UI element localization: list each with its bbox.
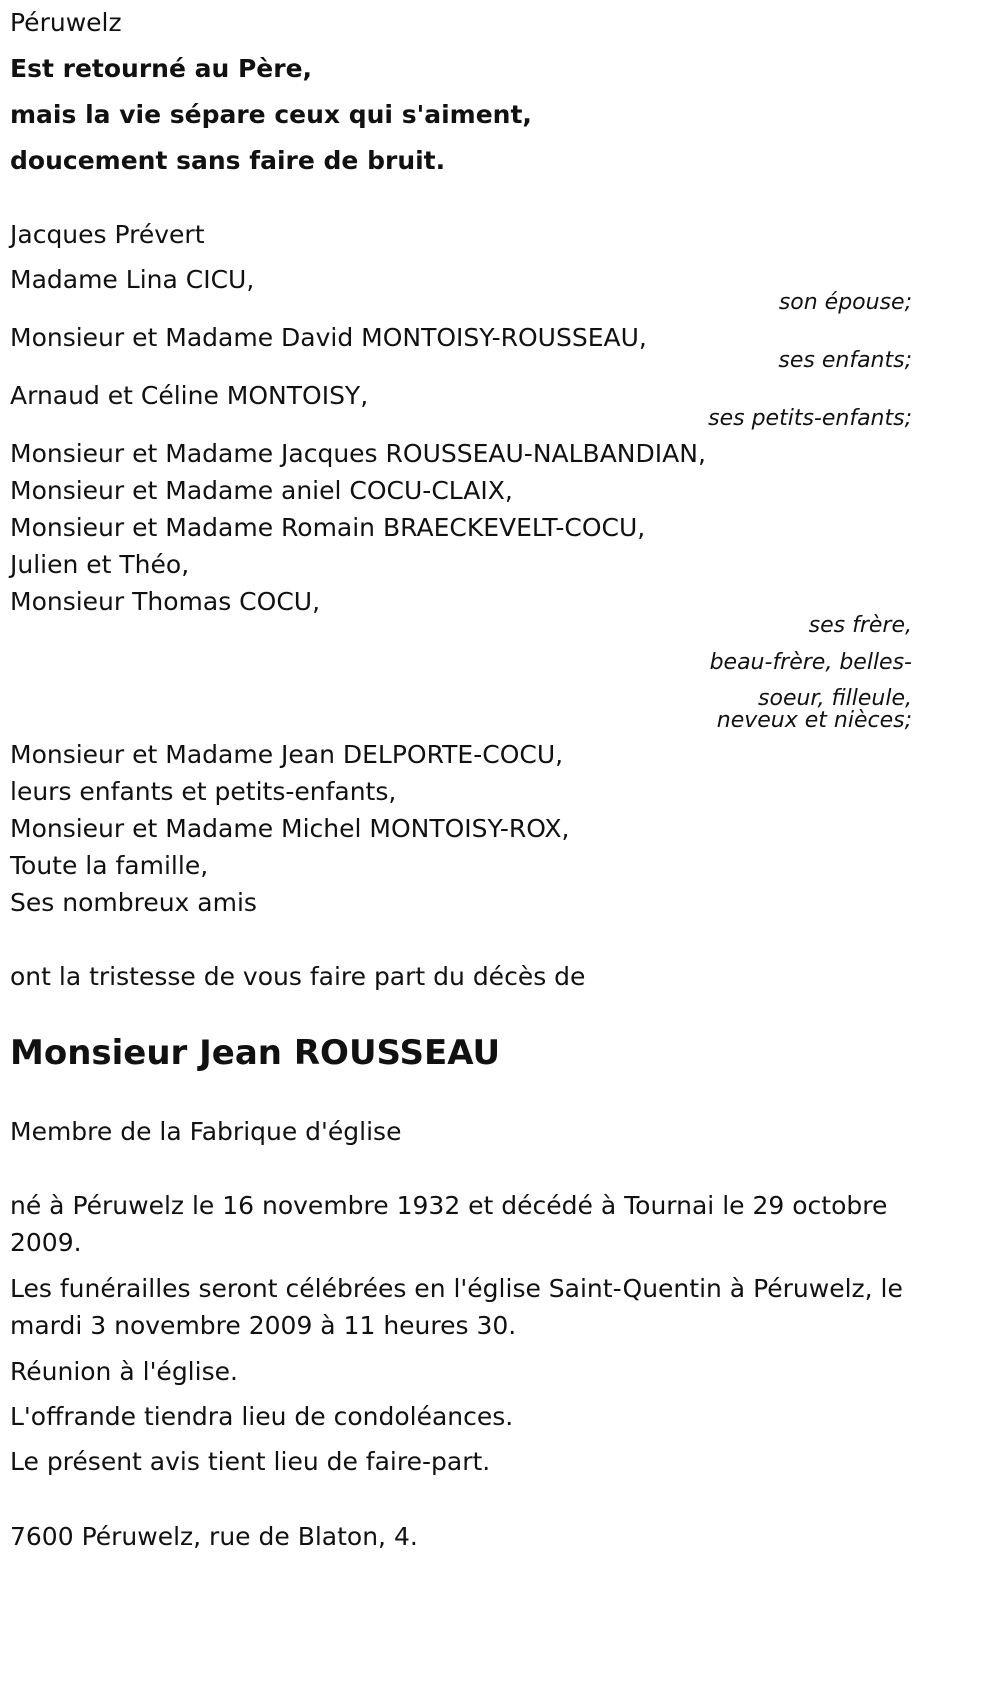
family-line: leurs enfants et petits-enfants, — [10, 777, 397, 806]
poem-line-3: doucement sans faire de bruit. — [10, 146, 446, 175]
address-text: 7600 Péruwelz, rue de Blaton, 4. — [10, 1522, 418, 1551]
sibling-line: Monsieur et Madame Jacques ROUSSEAU-NALBANDIAN, — [10, 439, 706, 468]
siblings-relation: beau-frère, belles- — [709, 650, 912, 675]
sibling-line: Monsieur et Madame aniel COCU-CLAIX, — [10, 476, 513, 505]
funeral-line-2: mardi 3 novembre 2009 à 11 heures 30. — [10, 1311, 517, 1340]
city-heading: Péruwelz — [10, 8, 122, 37]
deceased-role: Membre de la Fabrique d'église — [10, 1117, 402, 1146]
dates-line-1: né à Péruwelz le 16 novembre 1932 et décédé à Tournai le 29 octobre — [10, 1191, 888, 1220]
family-line: Toute la famille, — [10, 851, 209, 880]
dates-line-2: 2009. — [10, 1228, 82, 1257]
children-name: Monsieur et Madame David MONTOISY-ROUSSEAU, — [10, 323, 647, 352]
family-line: Ses nombreux amis — [10, 888, 257, 917]
notice-text: Le présent avis tient lieu de faire-part. — [10, 1447, 491, 1476]
spouse-relation: son épouse; — [778, 290, 912, 315]
announcement-text: ont la tristesse de vous faire part du décès de — [10, 962, 586, 991]
deceased-name: Monsieur Jean ROUSSEAU — [10, 1033, 501, 1073]
grandchildren-relation: ses petits-enfants; — [708, 406, 912, 431]
poem-line-1: Est retourné au Père, — [10, 54, 313, 83]
offering-text: L'offrande tiendra lieu de condoléances. — [10, 1402, 514, 1431]
siblings-relation: ses frère, — [808, 613, 912, 638]
family-line: Monsieur et Madame Jean DELPORTE-COCU, — [10, 740, 564, 769]
meeting-text: Réunion à l'église. — [10, 1357, 238, 1386]
spouse-name: Madame Lina CICU, — [10, 265, 255, 294]
family-line: Monsieur et Madame Michel MONTOISY-ROX, — [10, 814, 570, 843]
sibling-line: Monsieur Thomas COCU, — [10, 587, 321, 616]
siblings-relation: neveux et nièces; — [716, 708, 912, 733]
sibling-line: Julien et Théo, — [10, 550, 190, 579]
siblings-relation: soeur, filleule, — [758, 686, 912, 711]
funeral-line-1: Les funérailles seront célébrées en l'église Saint-Quentin à Péruwelz, le — [10, 1274, 903, 1303]
poem-line-2: mais la vie sépare ceux qui s'aiment, — [10, 100, 532, 129]
poem-author: Jacques Prévert — [10, 220, 205, 249]
grandchildren-name: Arnaud et Céline MONTOISY, — [10, 381, 369, 410]
children-relation: ses enfants; — [778, 348, 912, 373]
sibling-line: Monsieur et Madame Romain BRAECKEVELT-COCU, — [10, 513, 646, 542]
